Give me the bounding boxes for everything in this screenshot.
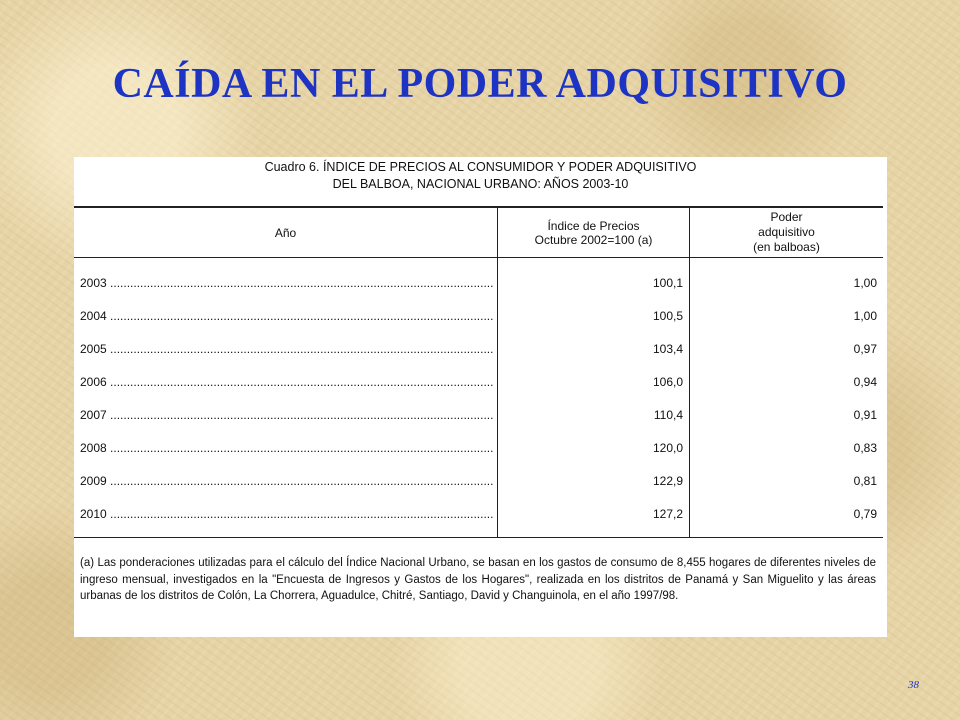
row-year: 2008 ..... — [80, 441, 494, 455]
table-row — [74, 309, 883, 325]
table-row — [74, 507, 883, 523]
header-year: Año — [274, 226, 297, 240]
row-power: 0,79 — [853, 507, 877, 521]
row-index: 127,2 — [652, 507, 683, 521]
row-index: 106,0 — [652, 375, 683, 389]
page-number: 38 — [908, 679, 919, 691]
row-year: 2004 ..... — [80, 309, 494, 323]
row-power: 0,83 — [853, 441, 877, 455]
table-row — [74, 375, 883, 391]
row-year: 2006 ..... — [80, 375, 494, 389]
table-top-rule — [74, 206, 883, 208]
table-row — [74, 474, 883, 490]
caption-line-1: Cuadro 6. ÍNDICE DE PRECIOS AL CONSUMIDOR Y PODER ADQUISITIVO — [264, 160, 697, 174]
row-index: 100,1 — [652, 276, 683, 290]
row-index: 103,4 — [652, 342, 683, 356]
slide-title: CAÍDA EN EL PODER ADQUISITIVO — [112, 61, 848, 107]
header-purchasing-power — [690, 210, 883, 255]
table-row — [74, 408, 883, 424]
row-power: 0,81 — [853, 474, 877, 488]
row-year: 2009 ..... — [80, 474, 494, 488]
header-index-line-1: Índice de Precios — [547, 219, 640, 233]
row-power: 0,94 — [853, 375, 877, 389]
table-panel — [74, 157, 887, 637]
row-year: 2005 ..... — [80, 342, 494, 356]
header-power-line-1: Poder — [770, 210, 803, 224]
header-power-line-2: adquisitivo — [758, 225, 815, 239]
row-year: 2007 ..... — [80, 408, 494, 422]
table-row — [74, 342, 883, 358]
header-power-line-3: (en balboas) — [753, 240, 820, 254]
row-year: 2003 ..... — [80, 276, 494, 290]
row-index: 100,5 — [652, 309, 683, 323]
header-index — [498, 219, 689, 247]
table-row — [74, 276, 883, 292]
header-index-line-2: Octubre 2002=100 (a) — [534, 233, 653, 247]
row-power: 0,97 — [853, 342, 877, 356]
row-index: 120,0 — [652, 441, 683, 455]
table-caption — [74, 159, 887, 193]
caption-line-2: DEL BALBOA, NACIONAL URBANO: AÑOS 2003-10 — [332, 177, 629, 191]
table-row — [74, 441, 883, 457]
row-index: 110,4 — [653, 408, 683, 422]
row-power: 1,00 — [853, 276, 877, 290]
row-power: 1,00 — [853, 309, 877, 323]
table-footnote: (a) Las ponderaciones utilizadas para el cálculo del Índice Nacional Urbano, se basan en los gastos de consumo de 8,455 hogares de diferentes niveles de ingreso mensual, investigados en la "Encuesta de Ingresos y Gastos de los Hogares", realizada en los distritos de Panamá y San Miguelito y las áreas urbanas de los distritos de Colón, La Chorrera, Aguadulce, Chitré, Santiago, David y Changuinola, en el año 1997/98. — [80, 557, 876, 602]
row-year: 2010 ..... — [80, 507, 494, 521]
table-bottom-rule — [74, 537, 883, 538]
row-power: 0,91 — [853, 408, 877, 422]
header-bottom-rule — [74, 257, 883, 258]
row-index: 122,9 — [652, 474, 683, 488]
